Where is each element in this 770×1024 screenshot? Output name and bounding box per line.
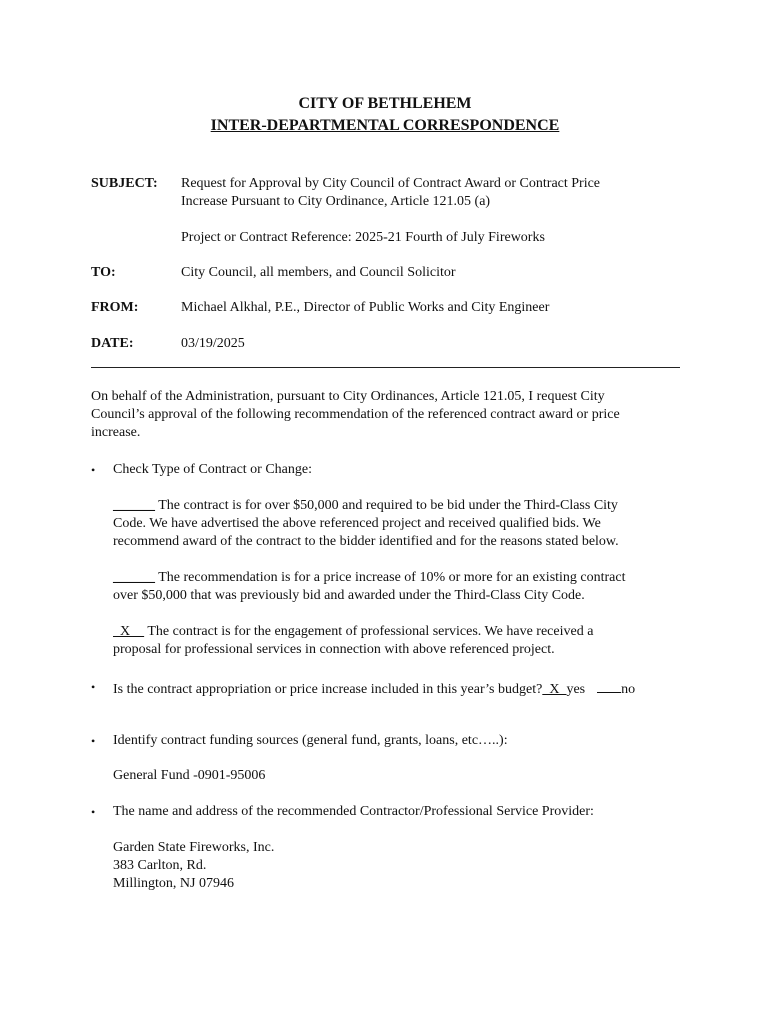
date-label: DATE: [91, 336, 134, 351]
intro-line-1: On behalf of the Administration, pursuant to City Ordinances, Article 121.05, I request City [91, 389, 605, 404]
budget-question-text: Is the contract appropriation or price increase included in this year’s budget? [113, 682, 543, 697]
provider-address-1: 383 Carlton, Rd. [113, 858, 207, 873]
subject-line-2: Increase Pursuant to City Ordinance, Article 121.05 (a) [181, 194, 491, 209]
check-type-heading: Check Type of Contract or Change: [113, 462, 312, 477]
to-label: TO: [91, 265, 116, 280]
option-professional-services [113, 623, 673, 641]
provider-question: The name and address of the recommended Contractor/Professional Service Provider: [113, 804, 594, 819]
budget-question [113, 678, 683, 699]
option-professional-text: The contract is for the engagement of professional services. We have received a [144, 624, 594, 639]
option-bid-line-3: recommend award of the contract to the bidder identified and for the reasons stated below. [113, 534, 619, 549]
city-title: CITY OF BETHLEHEM [298, 95, 472, 112]
bullet-icon: • [91, 463, 96, 477]
intro-line-3: increase. [91, 425, 141, 440]
document-title: INTER-DEPARTMENTAL CORRESPONDENCE [210, 117, 560, 134]
option-price-text: The recommendation is for a price increase of 10% or more for an existing contract [155, 570, 626, 585]
bullet-icon: • [91, 680, 96, 694]
header-divider [91, 367, 680, 368]
budget-yes-mark: X [542, 682, 567, 697]
bullet-icon: • [91, 805, 96, 819]
option-professional-line-2: proposal for professional services in connection with above referenced project. [113, 642, 555, 657]
funding-answer: General Fund -0901-95006 [113, 768, 266, 783]
date-value: 03/19/2025 [181, 336, 245, 351]
option-professional-mark: X [113, 624, 145, 639]
budget-no-blank [597, 678, 621, 693]
subject-label: SUBJECT: [91, 176, 158, 191]
budget-yes-label: yes [566, 682, 586, 697]
provider-name: Garden State Fireworks, Inc. [113, 840, 275, 855]
from-value: Michael Alkhal, P.E., Director of Public Works and City Engineer [181, 300, 550, 315]
to-value: City Council, all members, and Council Solicitor [181, 265, 456, 280]
option-bid-line-2: Code. We have advertised the above referenced project and received qualified bids. We [113, 516, 601, 531]
funding-question: Identify contract funding sources (general fund, grants, loans, etc…..): [113, 733, 508, 748]
option-bid-text: The contract is for over $50,000 and required to be bid under the Third-Class City [155, 498, 618, 513]
provider-address-2: Millington, NJ 07946 [113, 876, 234, 891]
project-reference: Project or Contract Reference: 2025-21 Fourth of July Fireworks [181, 230, 545, 245]
intro-line-2: Council’s approval of the following recommendation of the referenced contract award or price [91, 407, 620, 422]
from-label: FROM: [91, 300, 139, 315]
budget-no-label: no [621, 682, 636, 697]
option-bid-contract [113, 497, 673, 515]
option-price-increase [113, 569, 673, 587]
option-bid-mark: ______ [113, 498, 155, 513]
subject-line-1: Request for Approval by City Council of Contract Award or Contract Price [181, 176, 601, 191]
option-price-mark: ______ [113, 570, 155, 585]
option-price-line-2: over $50,000 that was previously bid and awarded under the Third-Class City Code. [113, 588, 585, 603]
bullet-icon: • [91, 734, 96, 748]
